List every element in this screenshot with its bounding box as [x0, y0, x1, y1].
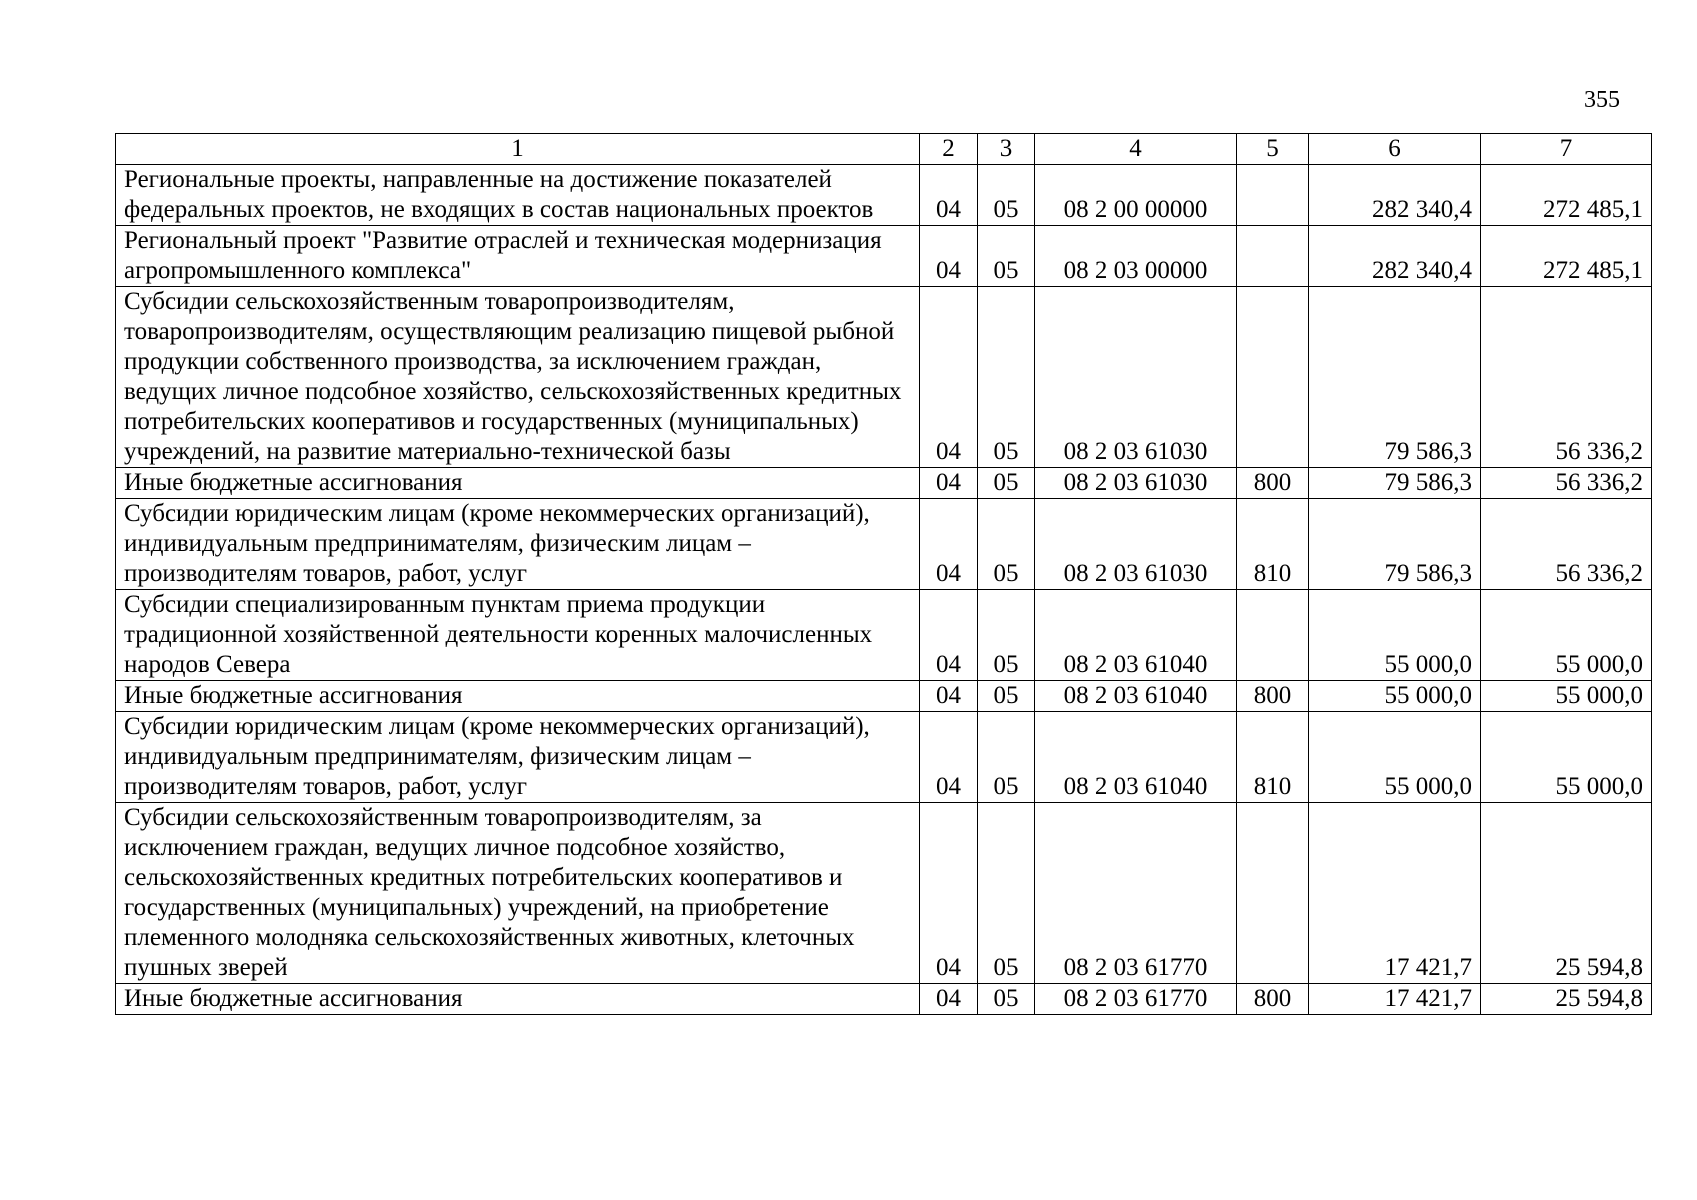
row-section: 04: [920, 468, 978, 499]
row-subsection: 05: [978, 468, 1035, 499]
row-amount-year-1: 55 000,0: [1309, 590, 1481, 681]
row-target-code: 08 2 03 61030: [1035, 499, 1237, 590]
row-amount-year-2: 56 336,2: [1481, 499, 1652, 590]
row-amount-year-2: 25 594,8: [1481, 803, 1652, 984]
row-target-code: 08 2 03 61040: [1035, 590, 1237, 681]
row-amount-year-2: 55 000,0: [1481, 712, 1652, 803]
row-amount-year-1: 55 000,0: [1309, 712, 1481, 803]
row-description: Иные бюджетные ассигнования: [116, 468, 920, 499]
row-subsection: 05: [978, 681, 1035, 712]
row-amount-year-1: 282 340,4: [1309, 226, 1481, 287]
row-description: Иные бюджетные ассигнования: [116, 984, 920, 1015]
row-subsection: 05: [978, 165, 1035, 226]
row-amount-year-2: 25 594,8: [1481, 984, 1652, 1015]
column-header-3: 3: [978, 134, 1035, 165]
row-description: Региональные проекты, направленные на достижение показателей федеральных проектов, не входящих в состав национальных проектов: [116, 165, 920, 226]
row-subsection: 05: [978, 984, 1035, 1015]
row-section: 04: [920, 681, 978, 712]
row-expense-type: [1237, 165, 1309, 226]
table-row: [116, 468, 1652, 499]
row-subsection: 05: [978, 590, 1035, 681]
row-amount-year-1: 55 000,0: [1309, 681, 1481, 712]
row-amount-year-2: 55 000,0: [1481, 590, 1652, 681]
table-row: [116, 590, 1652, 681]
row-section: 04: [920, 226, 978, 287]
budget-table: [115, 133, 1652, 1015]
row-expense-type: 800: [1237, 468, 1309, 499]
row-target-code: 08 2 03 61030: [1035, 287, 1237, 468]
row-amount-year-1: 282 340,4: [1309, 165, 1481, 226]
row-amount-year-1: 79 586,3: [1309, 287, 1481, 468]
table-row: [116, 712, 1652, 803]
table-row: [116, 681, 1652, 712]
row-expense-type: 810: [1237, 499, 1309, 590]
row-expense-type: 800: [1237, 681, 1309, 712]
row-section: 04: [920, 712, 978, 803]
row-amount-year-2: 272 485,1: [1481, 165, 1652, 226]
row-expense-type: 800: [1237, 984, 1309, 1015]
row-target-code: 08 2 03 00000: [1035, 226, 1237, 287]
row-description: Субсидии сельскохозяйственным товаропроизводителям, за исключением граждан, ведущих личное подсобное хозяйство, сельскохозяйственных кредитных потребительских кооперативов и государственных (муниципальных) учреждений, на приобретение племенного молодняка сельскохозяйственных животных, клеточных пушных зверей: [116, 803, 920, 984]
row-amount-year-2: 56 336,2: [1481, 287, 1652, 468]
column-header-5: 5: [1237, 134, 1309, 165]
row-target-code: 08 2 03 61030: [1035, 468, 1237, 499]
row-description: Субсидии специализированным пунктам приема продукции традиционной хозяйственной деятельности коренных малочисленных народов Севера: [116, 590, 920, 681]
row-section: 04: [920, 984, 978, 1015]
row-expense-type: [1237, 590, 1309, 681]
column-header-2: 2: [920, 134, 978, 165]
row-section: 04: [920, 165, 978, 226]
row-amount-year-2: 56 336,2: [1481, 468, 1652, 499]
row-subsection: 05: [978, 499, 1035, 590]
table-row: [116, 803, 1652, 984]
row-amount-year-1: 79 586,3: [1309, 468, 1481, 499]
table-row: [116, 287, 1652, 468]
row-amount-year-2: 272 485,1: [1481, 226, 1652, 287]
row-description: Субсидии юридическим лицам (кроме некоммерческих организаций), индивидуальным предпринимателям, физическим лицам – производителям товаров, работ, услуг: [116, 712, 920, 803]
table-row: [116, 499, 1652, 590]
row-expense-type: [1237, 287, 1309, 468]
row-expense-type: [1237, 803, 1309, 984]
row-target-code: 08 2 03 61040: [1035, 681, 1237, 712]
column-header-7: 7: [1481, 134, 1652, 165]
row-section: 04: [920, 590, 978, 681]
row-amount-year-1: 17 421,7: [1309, 803, 1481, 984]
row-target-code: 08 2 03 61040: [1035, 712, 1237, 803]
row-section: 04: [920, 499, 978, 590]
table-row: [116, 165, 1652, 226]
column-number-row: [116, 134, 1652, 165]
table-body: [116, 134, 1652, 1015]
row-amount-year-1: 79 586,3: [1309, 499, 1481, 590]
row-expense-type: [1237, 226, 1309, 287]
column-header-6: 6: [1309, 134, 1481, 165]
row-section: 04: [920, 803, 978, 984]
row-subsection: 05: [978, 712, 1035, 803]
row-description: Региональный проект "Развитие отраслей и техническая модернизация агропромышленного комплекса": [116, 226, 920, 287]
column-header-4: 4: [1035, 134, 1237, 165]
column-header-1: 1: [116, 134, 920, 165]
row-amount-year-1: 17 421,7: [1309, 984, 1481, 1015]
row-target-code: 08 2 03 61770: [1035, 803, 1237, 984]
row-description: Субсидии сельскохозяйственным товаропроизводителям, товаропроизводителям, осуществляющим реализацию пищевой рыбной продукции собственного производства, за исключением граждан, ведущих личное подсобное хозяйство, сельскохозяйственных кредитных потребительских кооперативов и государственных (муниципальных) учреждений, на развитие материально-технической базы: [116, 287, 920, 468]
row-target-code: 08 2 03 61770: [1035, 984, 1237, 1015]
row-description: Субсидии юридическим лицам (кроме некоммерческих организаций), индивидуальным предпринимателям, физическим лицам – производителям товаров, работ, услуг: [116, 499, 920, 590]
row-expense-type: 810: [1237, 712, 1309, 803]
row-subsection: 05: [978, 287, 1035, 468]
row-amount-year-2: 55 000,0: [1481, 681, 1652, 712]
row-subsection: 05: [978, 803, 1035, 984]
table-row: [116, 226, 1652, 287]
page-number: 355: [1584, 87, 1620, 113]
row-subsection: 05: [978, 226, 1035, 287]
row-target-code: 08 2 00 00000: [1035, 165, 1237, 226]
row-description: Иные бюджетные ассигнования: [116, 681, 920, 712]
row-section: 04: [920, 287, 978, 468]
table-row: [116, 984, 1652, 1015]
